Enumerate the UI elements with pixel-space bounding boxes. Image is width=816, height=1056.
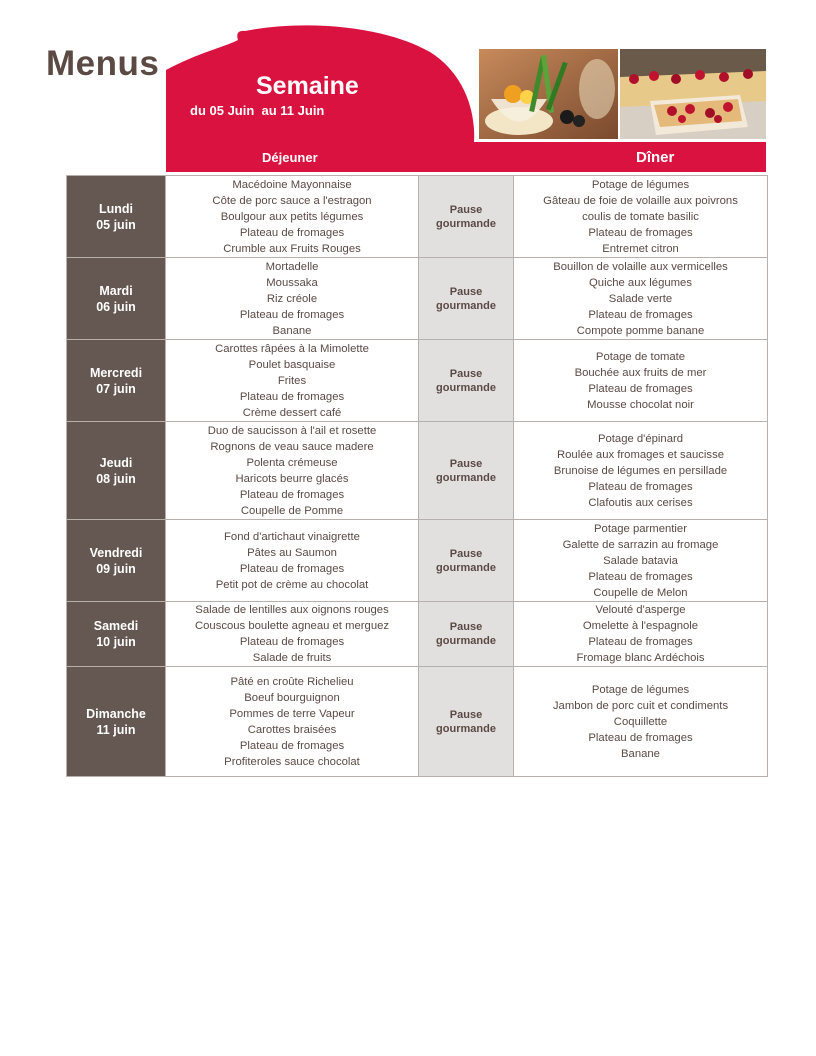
weekly-menu-table [66,175,768,777]
dish-item: Macédoine Mayonnaise [232,178,352,191]
pause-cell [419,258,514,340]
dish-item: Polenta crémeuse [246,456,338,469]
pause-cell [419,422,514,520]
dish-item: Salade de fruits [252,652,332,664]
dish-item: Mortadelle [265,260,319,273]
pause-label: Pause [449,547,483,560]
dinner-header: Dîner [636,149,675,166]
lunch-cell [166,667,419,777]
dish-item: Potage de tomate [595,350,686,363]
pause-label: Pause [449,203,483,216]
dinner-cell [514,667,768,777]
dish-item: Plateau de fromages [239,739,345,752]
dinner-cell [514,176,768,258]
pause-label: gourmande [436,635,496,647]
dish-item: Gâteau de foie de volaille aux poivrons [543,194,738,207]
dish-item: Plateau de fromages [588,382,693,395]
dish-item: Banane [621,747,660,760]
day-cell [67,520,166,602]
pause-label: gourmande [436,471,496,484]
pause-cell [419,340,514,422]
pause-cell [419,667,514,777]
dish-item: Plateau de fromages [239,636,345,648]
dinner-cell [514,258,768,340]
dish-item: Poulet basquaise [248,358,336,371]
dish-item: Bouchée aux fruits de mer [574,366,707,379]
dish-item: coulis de tomate basilic [582,210,699,223]
day-name: Samedi [93,619,139,633]
dish-item: Fromage blanc Ardéchois [576,652,705,664]
dish-item: Bouillon de volaille aux vermicelles [553,260,728,273]
dish-item: Galette de sarrazin au fromage [562,538,719,551]
dish-item: Coupelle de Melon [593,586,688,599]
menu-day-row [67,667,768,777]
dinner-cell [514,520,768,602]
dish-item: Plateau de fromages [588,226,693,239]
dish-item: Coquillette [613,715,668,728]
dish-item: Entremet citron [602,242,679,255]
week-range: du 05 Juin au 11 Juin [190,103,325,118]
dish-item: Crumble aux Fruits Rouges [223,242,361,255]
dish-item: Profiteroles sauce chocolat [224,755,360,768]
dinner-cell [514,422,768,520]
dish-item: Clafoutis aux cerises [588,496,693,509]
day-cell [67,258,166,340]
dish-item: Salade de lentilles aux oignons rouges [195,604,389,616]
day-name: Vendredi [89,545,143,560]
day-name: Lundi [98,201,133,216]
dish-item: Potage d'épinard [597,432,684,445]
pause-label: gourmande [436,561,496,574]
dish-item: Omelette à l'espagnole [582,620,699,632]
pause-cell [419,602,514,667]
dish-item: Plateau de fromages [588,731,693,744]
menu-day-row [67,520,768,602]
dish-item: Plateau de fromages [239,226,345,239]
dish-item: Frites [277,374,307,387]
dish-item: Moussaka [266,276,318,289]
week-title: Semaine [256,72,359,100]
lunch-cell [166,422,419,520]
day-date: 11 juin [96,722,136,737]
page-title: Menus [46,44,160,83]
day-cell [67,422,166,520]
dish-item: Côte de porc sauce a l'estragon [212,194,372,207]
day-date: 09 juin [96,561,136,576]
dish-item: Plateau de fromages [239,308,345,321]
dinner-cell [514,340,768,422]
dish-item: Plateau de fromages [588,480,693,493]
dish-item: Potage de légumes [591,683,690,696]
dish-item: Duo de saucisson à l'ail et rosette [207,424,377,437]
dish-item: Potage de légumes [591,178,690,191]
day-date: 10 juin [96,635,136,649]
day-date: 08 juin [96,471,136,486]
pause-label: gourmande [436,299,496,312]
dish-item: Pâtes au Saumon [247,546,337,559]
dish-item: Potage parmentier [594,522,687,535]
dish-item: Jambon de porc cuit et condiments [552,699,729,712]
dish-item: Haricots beurre glacés [235,472,349,485]
dish-item: Boulgour aux petits légumes [220,210,364,223]
dish-item: Pâté en croûte Richelieu [230,675,354,688]
dish-item: Plateau de fromages [588,308,693,321]
dish-item: Mousse chocolat noir [587,398,694,411]
pause-label: gourmande [436,722,496,735]
pause-cell [419,176,514,258]
dish-item: Banane [272,324,312,337]
dish-item: Velouté d'asperge [595,604,686,616]
dish-item: Plateau de fromages [239,562,345,575]
dish-item: Carottes braisées [247,723,337,736]
pause-label: gourmande [436,217,496,230]
menu-day-row [67,422,768,520]
lunch-cell [166,602,419,667]
day-name: Mardi [99,283,133,298]
lunch-cell [166,258,419,340]
pause-label: Pause [449,621,483,633]
dish-item: Plateau de fromages [588,636,693,648]
day-date: 05 juin [96,217,136,232]
dish-item: Plateau de fromages [239,390,345,403]
pause-label: Pause [449,285,483,298]
dish-item: Pommes de terre Vapeur [229,707,355,720]
menu-day-row [67,176,768,258]
day-cell [67,667,166,777]
dish-item: Carottes râpées à la Mimolette [215,342,369,355]
dish-item: Fond d'artichaut vinaigrette [224,530,360,543]
menu-day-row [67,258,768,340]
dish-item: Boeuf bourguignon [244,691,340,704]
pause-label: gourmande [436,381,496,394]
day-name: Jeudi [99,455,133,470]
day-name: Mercredi [89,365,143,380]
lunch-header: Déjeuner [262,150,318,165]
dish-item: Roulée aux fromages et saucisse [556,448,725,461]
menu-day-row [67,340,768,422]
menu-day-row [67,602,768,667]
cherry-clafoutis-photo [620,49,766,139]
day-cell [67,176,166,258]
dish-item: Coupelle de Pomme [240,504,344,517]
dessert-cup-photo [479,49,618,139]
day-cell [67,340,166,422]
dish-item: Plateau de fromages [239,488,345,501]
dish-item: Rognons de veau sauce madere [210,440,374,453]
pause-label: Pause [449,708,483,721]
pause-label: Pause [449,367,483,380]
day-cell [67,602,166,667]
lunch-cell [166,340,419,422]
dish-item: Brunoise de légumes en persillade [553,464,728,477]
day-name: Dimanche [86,706,146,721]
dish-item: Salade verte [608,292,673,305]
dish-item: Quiche aux légumes [589,276,692,289]
lunch-cell [166,176,419,258]
pause-label: Pause [449,457,483,470]
dish-item: Petit pot de crème au chocolat [215,578,369,591]
day-date: 07 juin [96,381,136,396]
dish-item: Couscous boulette agneau et merguez [194,620,390,632]
dish-item: Salade batavia [603,554,678,567]
dinner-cell [514,602,768,667]
pause-cell [419,520,514,602]
day-date: 06 juin [96,299,136,314]
dish-item: Riz créole [266,292,318,305]
dish-item: Compote pomme banane [576,324,705,337]
dish-item: Crème dessert café [242,406,342,419]
lunch-cell [166,520,419,602]
dish-item: Plateau de fromages [588,570,693,583]
